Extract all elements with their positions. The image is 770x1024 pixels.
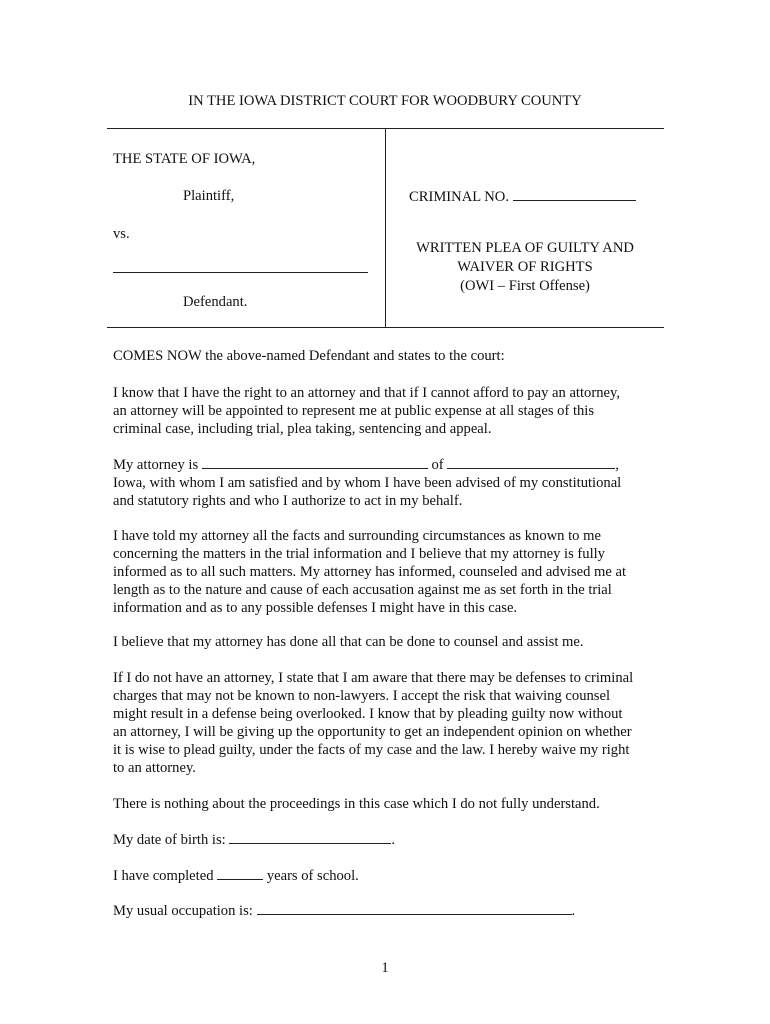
defendant-label: Defendant. [183, 294, 248, 310]
understand-paragraph: There is nothing about the proceedings in this case which I do not fully understand. [113, 796, 600, 812]
school-years-blank[interactable] [217, 866, 263, 880]
school-prefix: I have completed [113, 868, 214, 884]
plea-title-line3: (OWI – First Offense) [460, 278, 590, 294]
attorney-prefix: My attorney is [113, 457, 199, 473]
text-line: I know that I have the right to an attorney and that if I cannot afford to pay an attorney, [113, 385, 620, 401]
text-line: to an attorney. [113, 760, 196, 776]
criminal-no-blank[interactable] [513, 187, 636, 201]
vs-label: vs. [113, 226, 130, 242]
told-attorney-paragraph [113, 527, 658, 617]
dob-label: My date of birth is: [113, 832, 226, 848]
occupation-label: My usual occupation is: [113, 903, 253, 919]
caption-bottom-rule [107, 327, 664, 328]
text-line: and statutory rights and who I authorize to act in my behalf. [113, 493, 463, 509]
plea-title [386, 239, 664, 296]
court-title: IN THE IOWA DISTRICT COURT FOR WOODBURY COUNTY [188, 93, 582, 109]
text-line: I have told my attorney all the facts and surrounding circumstances as known to me [113, 528, 601, 544]
text-line: concerning the matters in the trial information and I believe that my attorney is fully [113, 546, 605, 562]
school-suffix: years of school. [266, 868, 359, 884]
attorney-of: of [431, 457, 444, 473]
caption-divider [385, 128, 386, 327]
text-line: it is wise to plead guilty, under the facts of my case and the law. I hereby waive my right [113, 742, 630, 758]
text-line: an attorney, I will be giving up the opportunity to get an independent opinion on whether [113, 724, 632, 740]
text-line: might result in a defense being overlooked. I know that by pleading guilty now without [113, 706, 623, 722]
text-line: charges that may not be known to non-lawyers. I accept the risk that waiving counsel [113, 688, 610, 704]
plaintiff-label: Plaintiff, [183, 188, 235, 204]
attorney-city-blank[interactable] [447, 455, 615, 469]
occupation-line [113, 901, 658, 920]
believe-paragraph: I believe that my attorney has done all that can be done to counsel and assist me. [113, 634, 584, 650]
right-to-attorney-paragraph [113, 384, 658, 438]
text-line: an attorney will be appointed to represent me at public expense at all stages of this [113, 403, 595, 419]
defendant-name-line[interactable] [113, 272, 368, 273]
text-line: If I do not have an attorney, I state that I am aware that there may be defenses to criminal [113, 670, 634, 686]
state-of-iowa: THE STATE OF IOWA, [113, 151, 256, 167]
criminal-no [409, 187, 636, 206]
plea-title-line2: WAIVER OF RIGHTS [457, 259, 593, 275]
text-line: length as to the nature and cause of each accusation against me as set forth in the trial [113, 582, 612, 598]
attorney-name-blank[interactable] [202, 455, 428, 469]
school-line [113, 866, 658, 885]
attorney-comma: , [615, 457, 619, 473]
text-line: Iowa, with whom I am satisfied and by whom I have been advised of my constitutional [113, 475, 622, 491]
criminal-no-label: CRIMINAL NO. [409, 189, 509, 205]
text-line: information and as to any possible defenses I might have in this case. [113, 600, 518, 616]
plea-title-line1: WRITTEN PLEA OF GUILTY AND [416, 240, 634, 256]
dob-line [113, 830, 658, 849]
page-number: 1 [381, 960, 389, 976]
occupation-blank[interactable] [257, 901, 572, 915]
attorney-paragraph [113, 455, 658, 510]
dob-period: . [391, 832, 395, 848]
dob-blank[interactable] [229, 830, 391, 844]
intro-paragraph: COMES NOW the above-named Defendant and states to the court: [113, 348, 505, 364]
text-line: criminal case, including trial, plea taking, sentencing and appeal. [113, 421, 492, 437]
attorney-line [113, 455, 658, 474]
text-line: informed as to all such matters. My attorney has informed, counseled and advised me at [113, 564, 627, 580]
no-attorney-paragraph [113, 669, 658, 777]
occupation-period: . [571, 903, 576, 919]
